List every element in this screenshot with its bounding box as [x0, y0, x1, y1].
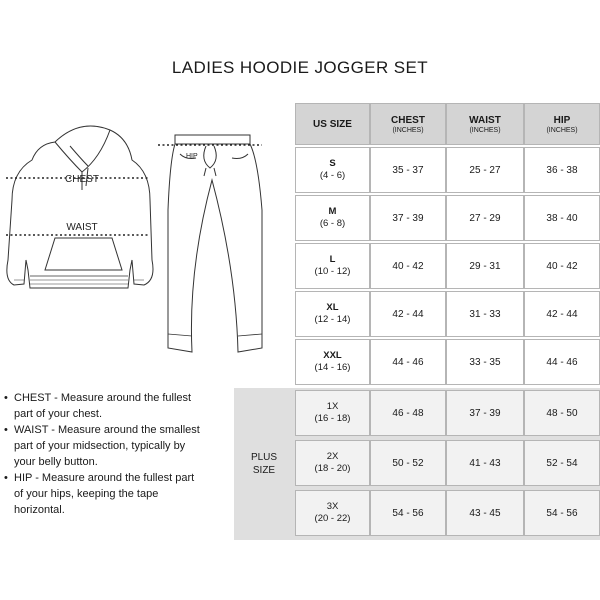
waist-instruction: • WAIST - Measure around the smallest part of your midsection, typically by your belly button. — [4, 422, 204, 470]
garment-illustration — [0, 120, 290, 360]
hoodie-jogger-drawing — [0, 120, 290, 360]
chest-instruction: • CHEST - Measure around the fullest part of your chest. — [4, 390, 204, 422]
jogger-outline — [168, 135, 262, 352]
header-waist: WAIST (INCHES) — [446, 103, 524, 145]
chest-label: CHEST — [65, 174, 99, 185]
plus-size-label: PLUS SIZE — [250, 452, 278, 476]
header-chest: CHEST (INCHES) — [370, 103, 446, 145]
measurement-instructions — [4, 390, 204, 518]
waist-label: WAIST — [66, 222, 98, 233]
header-hip: HIP (INCHES) — [524, 103, 600, 145]
hip-label: HIP — [186, 153, 198, 160]
hoodie-outline — [7, 126, 153, 288]
hip-instruction: • HIP - Measure around the fullest part of your hips, keeping the tape horizontal. — [4, 470, 204, 518]
header-us-size: US SIZE — [295, 103, 370, 145]
page-title: LADIES HOODIE JOGGER SET — [171, 58, 429, 77]
